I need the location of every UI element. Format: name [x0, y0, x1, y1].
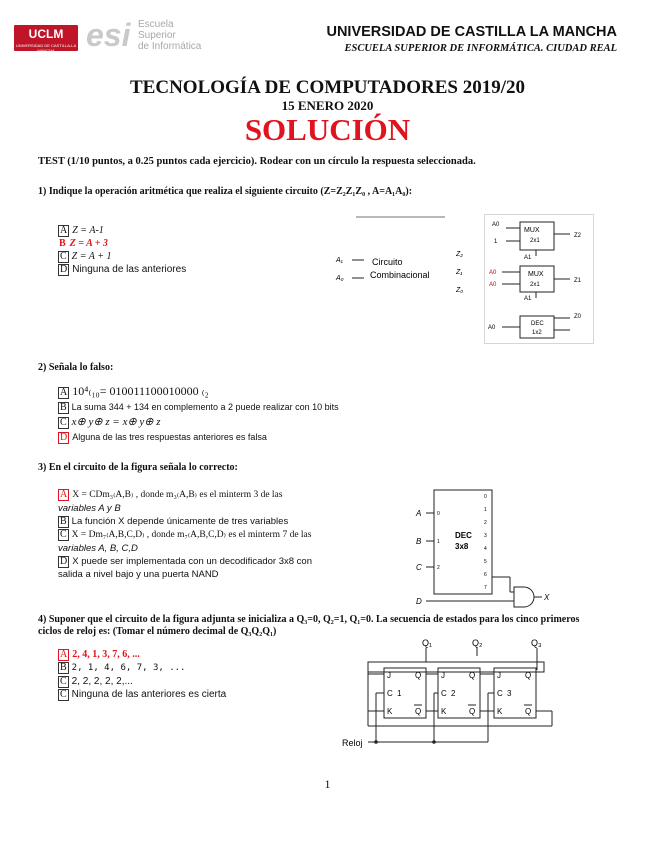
input-a1-label: A₁ — [336, 257, 343, 264]
q1-options — [58, 224, 186, 276]
q4-prompt-line: ciclos de reloj es: (Tomar el número decimal de Q₃Q₂Q₁) — [38, 626, 277, 637]
q1-mux-circuit — [484, 214, 594, 344]
option-text: La suma 344 + 134 en complemento a 2 puede realizar con 10 bits — [71, 402, 339, 412]
output-index: 1 — [484, 507, 487, 513]
output-index: 5 — [484, 559, 487, 565]
q4-option-d[interactable] — [58, 688, 226, 701]
option-text: 10⁴₍₁₀= 010011100010000 ₍₂ — [72, 384, 209, 398]
a0-label: A0 — [488, 325, 496, 331]
university-name: UNIVERSIDAD DE CASTILLA LA MANCHA — [326, 24, 617, 40]
option-letter: A — [60, 387, 68, 398]
q2-options — [58, 384, 339, 445]
q1-prompt: 1) Indique la operación aritmética que realiza el siguiente circuito (Z=Z₂Z₁Z₀ , A=A₁A₀): — [38, 186, 413, 197]
q1-option-d[interactable] — [58, 263, 186, 276]
mux-size: 2x1 — [530, 282, 540, 288]
input-a0-label: A₀ — [336, 275, 344, 282]
ff-pin: Q — [415, 707, 422, 716]
q4-options — [58, 648, 226, 701]
esi-text-line: Escuela — [138, 19, 174, 30]
output-index: 7 — [484, 585, 487, 591]
q3-option-c[interactable] — [58, 528, 332, 542]
ff-index: 3 — [507, 689, 512, 698]
mux-label: MUX — [528, 271, 544, 278]
ff-pin: C — [441, 689, 447, 698]
ff-pin: Q — [415, 671, 422, 680]
z2-label: Z2 — [574, 233, 582, 239]
option-letter: B — [60, 516, 67, 527]
q3-option-c-cont: variables A, B, C,D — [58, 543, 138, 554]
output-index: 0 — [484, 494, 487, 500]
ff-pin: C — [387, 689, 393, 698]
ff-pin: Q — [469, 707, 476, 716]
ff-pin: Q — [469, 671, 476, 680]
option-text: Z = A + 1 — [71, 251, 112, 262]
option-text: 2, 4, 1, 3, 7, 6, ... — [72, 649, 140, 660]
option-text: Z = A-1 — [72, 225, 104, 236]
option-letter: D — [60, 264, 68, 275]
q2-option-a[interactable] — [58, 384, 339, 400]
a1-label: A1 — [524, 255, 532, 261]
option-text: X puede ser implementada con un decodificador 3x8 con — [72, 556, 312, 567]
q4-option-c[interactable] — [58, 675, 226, 688]
q2-label: Q₂ — [472, 638, 483, 648]
option-letter: A — [60, 489, 68, 500]
page-number: 1 — [324, 777, 331, 791]
ff-pin: J — [441, 671, 445, 680]
q1-option-a[interactable] — [58, 224, 186, 237]
ff-pin: J — [387, 671, 391, 680]
output-z0-label: Z₀ — [456, 287, 464, 294]
ff-pin: C — [497, 689, 503, 698]
exam-date: 15 ENERO 2020 — [281, 98, 374, 113]
option-text: Alguna de las tres respuestas anteriores es falsa — [72, 432, 267, 442]
input-c: C — [416, 563, 422, 572]
option-letter: C — [60, 689, 67, 700]
q3-option-d[interactable] — [58, 555, 332, 568]
decoder-label: DEC — [455, 531, 472, 540]
q3-option-b[interactable] — [58, 515, 332, 528]
q4-flipflop-circuit — [338, 634, 570, 752]
esi-text-line: Superior — [138, 30, 176, 41]
school-name: ESCUELA SUPERIOR DE INFORMÁTICA. CIUDAD REAL — [344, 43, 617, 54]
option-text: 2, 1, 4, 6, 7, 3, ... — [71, 663, 186, 673]
ff-pin: J — [497, 671, 501, 680]
q2-option-c[interactable] — [58, 415, 339, 430]
output-index: 6 — [484, 572, 487, 578]
and-gate — [514, 587, 534, 607]
q3-options — [58, 488, 332, 581]
uclm-logo-text: UCLM — [28, 27, 64, 41]
input-index: 1 — [437, 539, 440, 545]
a1-label: A1 — [524, 296, 532, 302]
solution-heading: SOLUCIÓN — [244, 112, 411, 147]
q1-option-b[interactable] — [58, 237, 186, 250]
ff-pin: Q — [525, 707, 532, 716]
option-letter: C — [60, 417, 67, 428]
option-letter: A — [60, 225, 68, 236]
mux-box — [520, 266, 554, 292]
block-label: Circuito — [372, 257, 403, 267]
input-d: D — [416, 597, 422, 606]
dec-label: DEC — [531, 321, 544, 327]
block-label: Combinacional — [370, 270, 430, 280]
option-text: X = CDm₃₍A,B₎ , donde m₃₍A,B₎ es el minterm 3 de las — [72, 490, 283, 500]
ff-pin: K — [387, 707, 393, 716]
option-text: Ninguna de las anteriores es cierta — [71, 689, 227, 700]
ff-pin: Q — [525, 671, 532, 680]
option-letter: D — [60, 432, 68, 443]
ff-index: 1 — [397, 689, 402, 698]
z1-label: Z1 — [574, 278, 582, 284]
option-text: Z = A + 3 — [69, 238, 108, 249]
option-letter: A — [60, 649, 68, 660]
a0-label: A0 — [489, 270, 497, 276]
one-label: 1 — [494, 239, 498, 245]
q1-label: Q₁ — [422, 638, 433, 648]
q3-option-a[interactable] — [58, 488, 332, 502]
q1-circuit-block — [330, 212, 480, 302]
q2-prompt: 2) Señala lo falso: — [38, 362, 114, 373]
q3-decoder-circuit — [410, 484, 560, 610]
decoder-size: 3x8 — [455, 542, 469, 551]
q2-option-d[interactable] — [58, 430, 339, 445]
q3-prompt: 3) En el circuito de la figura señala lo correcto: — [38, 462, 238, 473]
input-index: 0 — [437, 511, 440, 517]
a0-label: A0 — [489, 282, 497, 288]
q4-option-b[interactable] — [58, 661, 226, 675]
option-letter: B — [60, 402, 67, 413]
q3-option-a-cont: variables A y B — [58, 503, 121, 514]
option-text: X = Dm₇₍A,B,C,D₎ , donde m₇₍A,B,C,D₎ es el minterm 7 de las — [71, 530, 312, 540]
test-intro: TEST (1/10 puntos, a 0.25 puntos cada ejercicio). Rodear con un círculo la respuesta seleccionada. — [38, 156, 476, 167]
ff-pin: K — [441, 707, 447, 716]
output-index: 4 — [484, 546, 487, 552]
option-text: x⊕ y⊕ z = x⊕ y⊕ z — [71, 416, 161, 428]
q2-option-b[interactable] — [58, 400, 339, 415]
esi-logo — [86, 18, 226, 52]
ff-pin: K — [497, 707, 503, 716]
uclm-logo — [14, 25, 78, 51]
output-z1-label: Z₁ — [456, 269, 463, 276]
option-text: Ninguna de las anteriores — [72, 264, 187, 275]
q3-label: Q₃ — [531, 638, 542, 648]
mux-size: 2x1 — [530, 238, 540, 244]
option-letter: B — [60, 662, 67, 673]
option-letter: C — [60, 529, 67, 540]
input-b: B — [416, 537, 422, 546]
dec-size: 1x2 — [532, 330, 542, 336]
input-index: 2 — [437, 565, 440, 571]
output-z2-label: Z₂ — [456, 251, 463, 258]
z0-label: Z0 — [574, 314, 582, 320]
option-letter: B — [59, 238, 66, 249]
a0-label: A0 — [492, 222, 500, 228]
clock-label: Reloj — [342, 738, 363, 748]
q4-prompt-line: 4) Suponer que el circuito de la figura adjunta se inicializa a Q₃=0, Q₂=1, Q₁=0. La secuencia de estados para los cinco primeros — [38, 614, 580, 625]
output-index: 3 — [484, 533, 487, 539]
option-letter: C — [60, 251, 67, 262]
output-x: X — [544, 593, 550, 602]
q1-option-c[interactable] — [58, 250, 186, 263]
option-letter: C — [60, 676, 67, 687]
mux-label: MUX — [524, 227, 540, 234]
option-letter: D — [60, 556, 68, 567]
esi-logo-text — [138, 19, 201, 52]
option-text: La función X depende únicamente de tres variables — [71, 516, 289, 527]
output-index: 2 — [484, 520, 487, 526]
ff-index: 2 — [451, 689, 456, 698]
esi-logo-mark: esi — [86, 17, 131, 53]
q3-option-d-cont: salida a nivel bajo y una puerta NAND — [58, 569, 219, 580]
uclm-logo-sub: UNIVERSIDAD DE CASTILLA-LA MANCHA — [15, 43, 77, 53]
decoder-outputs — [484, 494, 487, 591]
input-a: A — [416, 509, 422, 518]
q4-option-a[interactable] — [58, 648, 226, 661]
option-text: 2, 2, 2, 2, 2,... — [71, 676, 133, 687]
esi-text-line: de Informática — [138, 41, 202, 52]
exam-title: TECNOLOGÍA DE COMPUTADORES 2019/20 — [130, 77, 525, 98]
